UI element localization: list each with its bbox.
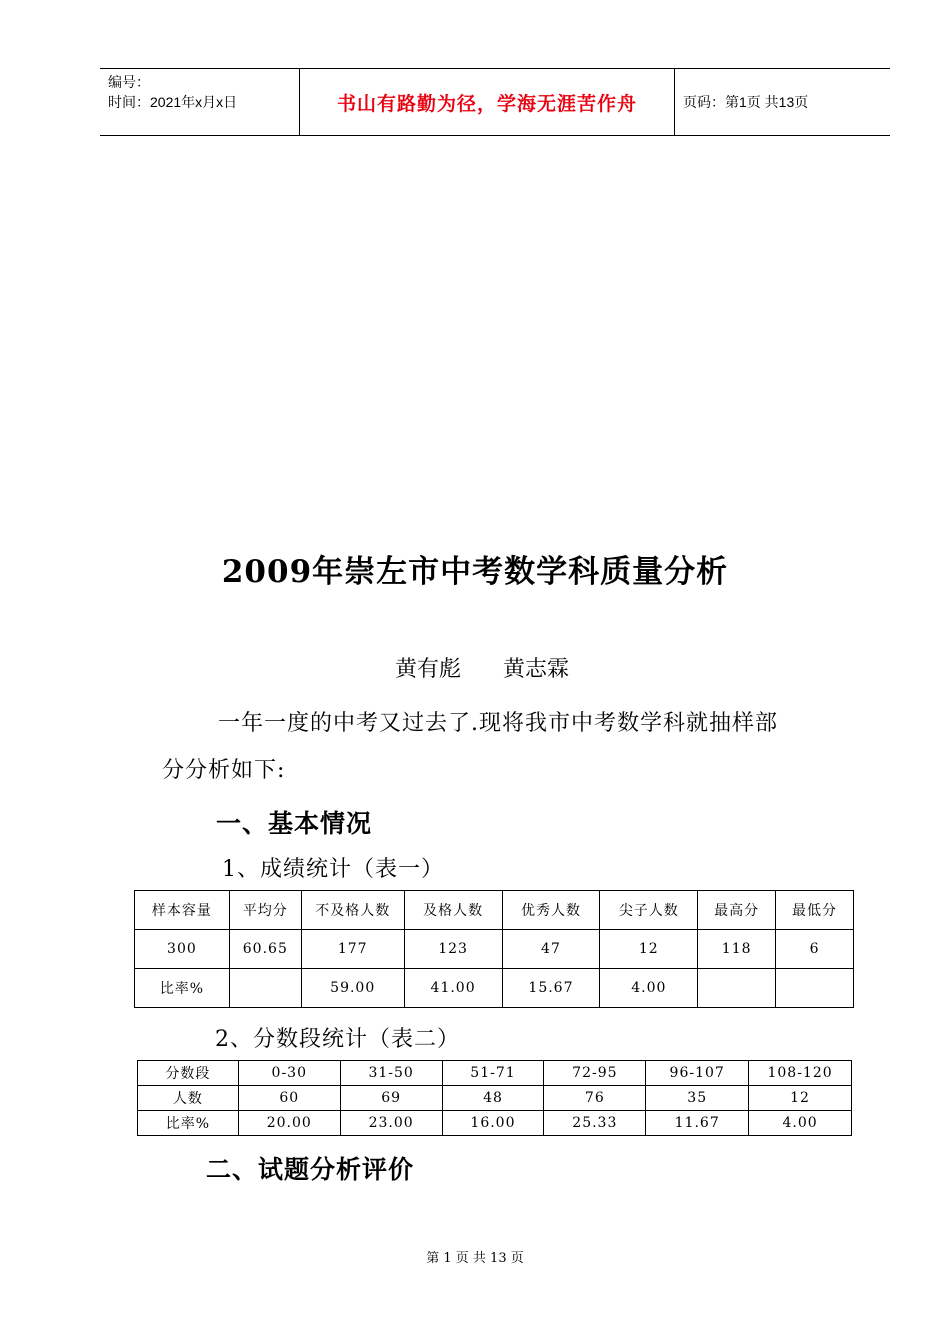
- table-cell: 118: [698, 930, 776, 969]
- table-header-cell: 及格人数: [404, 891, 502, 930]
- section-2-heading: 二、试题分析评价: [206, 1155, 415, 1184]
- table-header-row: [135, 891, 854, 930]
- header-page-info: 页码：第1页 共13页: [683, 94, 809, 110]
- table-header-cell: 0-30: [238, 1061, 340, 1086]
- table-header-cell: 108-120: [749, 1061, 852, 1086]
- table-header-cell: 不及格人数: [301, 891, 404, 930]
- table-row: [138, 1111, 852, 1136]
- table-header-cell: 最低分: [776, 891, 854, 930]
- table-header-row: [138, 1061, 852, 1086]
- table-header-cell: 51-71: [442, 1061, 544, 1086]
- page-header: [100, 68, 890, 136]
- table-cell: [698, 969, 776, 1008]
- table-header-cell: 平均分: [229, 891, 301, 930]
- table-cell: 人数: [138, 1086, 239, 1111]
- page-footer: 第 1 页 共 13 页: [426, 1251, 524, 1266]
- table-header-cell: 72-95: [544, 1061, 646, 1086]
- intro-paragraph: [162, 700, 872, 794]
- table-cell: 76: [544, 1086, 646, 1111]
- header-motto: 书山有路勤为径，学海无涯苦作舟: [300, 69, 675, 135]
- time-label: 时间：2021年x月x日: [108, 94, 238, 110]
- table-cell: 177: [301, 930, 404, 969]
- document-title: 2009年崇左市中考数学科质量分析: [221, 554, 729, 590]
- table-header-cell: 尖子人数: [600, 891, 698, 930]
- table-cell: 47: [502, 930, 600, 969]
- table-cell: 16.00: [442, 1111, 544, 1136]
- intro-line-2: 分分析如下:: [162, 758, 286, 783]
- score-range-table: [137, 1060, 852, 1136]
- table-cell: 11.67: [646, 1111, 749, 1136]
- table-row: [135, 969, 854, 1008]
- table-cell: 123: [404, 930, 502, 969]
- table-cell: 41.00: [404, 969, 502, 1008]
- table-cell: 比率%: [135, 969, 230, 1008]
- table-header-cell: 样本容量: [135, 891, 230, 930]
- table-cell: 4.00: [749, 1111, 852, 1136]
- table-cell: 15.67: [502, 969, 600, 1008]
- subsection-2-heading: 2、分数段统计（表二）: [215, 1027, 460, 1052]
- table-cell: 比率%: [138, 1111, 239, 1136]
- table-cell: 25.33: [544, 1111, 646, 1136]
- section-1-heading: 一、基本情况: [216, 809, 373, 838]
- table-header-cell: 最高分: [698, 891, 776, 930]
- table-cell: 59.00: [301, 969, 404, 1008]
- table-header-cell: 分数段: [138, 1061, 239, 1086]
- table-cell: 69: [340, 1086, 442, 1111]
- table-cell: 20.00: [238, 1111, 340, 1136]
- table-cell: 60: [238, 1086, 340, 1111]
- header-meta: [100, 69, 300, 135]
- table-header-cell: 96-107: [646, 1061, 749, 1086]
- table-cell: 300: [135, 930, 230, 969]
- table-cell: 35: [646, 1086, 749, 1111]
- table-cell: 23.00: [340, 1111, 442, 1136]
- table-cell: 12: [600, 930, 698, 969]
- subsection-1-heading: 1、成绩统计（表一）: [222, 857, 444, 882]
- table-cell: [229, 969, 301, 1008]
- authors: 黄有彪 黄志霖: [395, 657, 569, 682]
- serial-label: 编号：: [108, 74, 150, 90]
- intro-line-1: 一年一度的中考又过去了.现将我市中考数学科就抽样部: [218, 711, 778, 736]
- score-statistics-table: [134, 890, 854, 1008]
- table-cell: 48: [442, 1086, 544, 1111]
- table-cell: 60.65: [229, 930, 301, 969]
- table-header-cell: 优秀人数: [502, 891, 600, 930]
- table-cell: 12: [749, 1086, 852, 1111]
- table-cell: 6: [776, 930, 854, 969]
- table-header-cell: 31-50: [340, 1061, 442, 1086]
- table-cell: 4.00: [600, 969, 698, 1008]
- table-cell: [776, 969, 854, 1008]
- table-row: [138, 1086, 852, 1111]
- table-row: [135, 930, 854, 969]
